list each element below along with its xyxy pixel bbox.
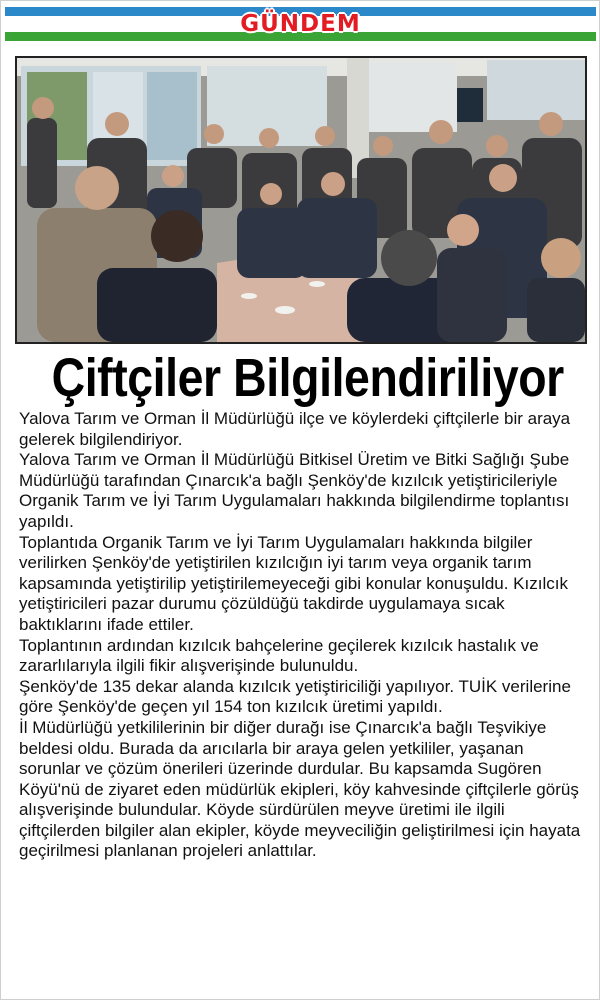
article-paragraph: Yalova Tarım ve Orman İl Müdürlüğü ilçe ve köylerdeki çiftçilerle bir araya gelerek bilgilendiriyor. xyxy=(19,409,571,449)
section-title: GÜNDEM xyxy=(240,11,361,37)
article-body xyxy=(19,409,589,862)
article-paragraph: Toplantıda Organik Tarım ve İyi Tarım Uygulamaları hakkında bilgiler verilirken Şenköy'de yetiştirilen kızılcığın iyi tarım veya organik tarım kapsamında yetiştirilip yetiştirilemeyeceği gibi konular konuşuldu. Kızılcık yetiştiricileri pazar durumu çözüldüğü takdirde uygulamaya sıcak baktıklarını ifade ettiler. xyxy=(19,532,568,634)
article-paragraph: Yalova Tarım ve Orman İl Müdürlüğü Bitkisel Üretim ve Bitki Sağlığı Şube Müdürlüğü tarafından Çınarcık'a bağlı Şenköy'de kızılcık yetiştiricileriyle Organik Tarım ve İyi Tarım Uygulamaları hakkında bilgilendirme toplantısı yapıldı. xyxy=(19,450,570,531)
article-paragraph: Şenköy'de 135 dekar alanda kızılcık yetiştiriciliği yapılıyor. TUİK verilerine göre Şenköy'de geçen yıl 154 ton kızılcık üretimi yapıldı. xyxy=(19,676,571,717)
article-paragraph: Toplantının ardından kızılcık bahçelerine geçilerek kızılcık hastalık ve zararlılarıyla ilgili fikir alışverişinde bulunuldu. xyxy=(19,635,539,676)
section-masthead xyxy=(5,7,596,41)
meeting-photo-illustration xyxy=(17,58,585,342)
article-paragraph: İl Müdürlüğü yetkililerinin bir diğer durağı ise Çınarcık'a bağlı Teşvikiye beldesi oldu. Burada da arıcılarla bir araya gelen yetkililer, yaşanan sorunlar ve çözüm önerileri üzerinde durdular. Bu kapsamda Sugören Köyü'nü de ziyaret eden müdürlük ekipleri, köy kahvesinde çiftçilerle görüş alışverişinde bulundular. Köyde sürdürülen meyve üretimi ile ilgili çiftçilerden bilgiler alan ekipler, köyde meyveciliğin geliştirilmesi için hayata geçirilmesi planlanan projeleri anlattılar. xyxy=(19,717,581,861)
article-headline: Çiftçiler Bilgilendiriliyor xyxy=(51,348,564,408)
group-meeting-photo xyxy=(15,56,587,344)
